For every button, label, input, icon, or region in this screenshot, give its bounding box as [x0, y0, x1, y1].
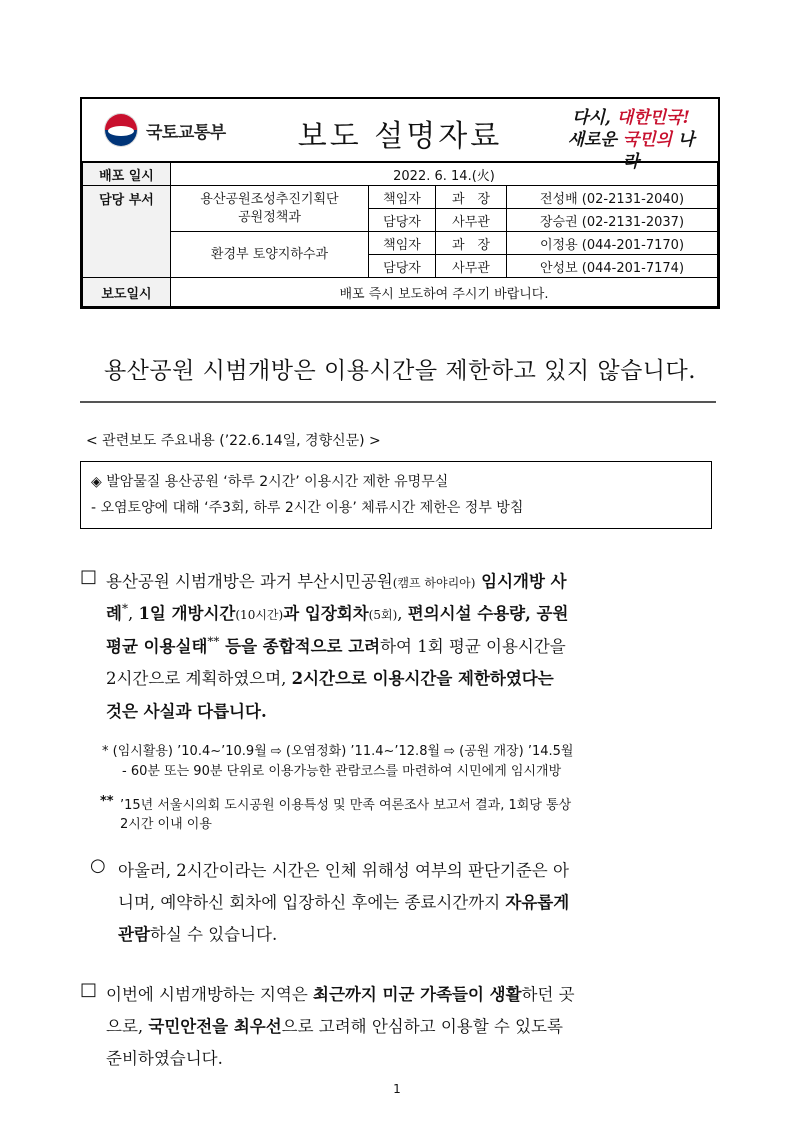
para2-line-1: 아울러, 2시간이라는 시간은 인체 위해성 여부의 판단기준은 아	[118, 861, 569, 880]
dept2-name: 환경부 토양지하수과	[171, 232, 369, 278]
note-2: ’15년 서울시의회 도시공원 이용특성 및 만족 여론조사 보고서 결과, 1회당 통상	[120, 798, 572, 813]
page-number: 1	[393, 1082, 401, 1096]
contact-role: 담당자	[369, 209, 436, 232]
para1-line-1: 용산공원 시범개방은 과거 부산시민공원(캠프 하야리아) 임시개방 사	[106, 572, 567, 591]
document-title: 보도 설명자료	[297, 119, 503, 154]
note-1: * (임시활용) ’10.4~’10.9월 ⇨ (오염정화) ’11.4~’12.8월 ⇨ (공원 개장) ’14.5월	[102, 744, 574, 759]
contact-role: 담당자	[369, 255, 436, 278]
note-1-sub: - 60분 또는 90분 단위로 이용가능한 관람코스를 마련하여 시민에게 임시개방	[122, 764, 562, 779]
related-report-caption: < 관련보도 주요내용 (’22.6.14일, 경향신문) >	[86, 433, 381, 449]
para2-line-2: 니며, 예약하신 회차에 입장하신 후에는 종료시간까지 자유롭게	[118, 893, 570, 912]
contact-name-phone: 장승권 (02-2131-2037)	[507, 209, 718, 232]
para3-line-3: 준비하였습니다.	[106, 1049, 223, 1068]
dist-label: 배포 일시	[83, 163, 171, 186]
dept-label: 담당 부서	[83, 186, 171, 278]
dept1-name: 용산공원조성추진기획단 공원정책과	[171, 186, 369, 232]
para2-line-3: 관람하실 수 있습니다.	[118, 925, 278, 944]
contact-table	[82, 162, 718, 307]
square-bullet-icon: □	[80, 566, 98, 587]
related-report-box	[80, 461, 712, 529]
note-2-mark: **	[100, 794, 114, 809]
circle-bullet-icon: ○	[90, 855, 106, 876]
contact-position: 과 장	[436, 232, 507, 255]
para1-line-5: 것은 사실과 다릅니다.	[106, 702, 267, 721]
note-2-sub: 2시간 이내 이용	[120, 817, 212, 832]
para3-line-1: 이번에 시범개방하는 지역은 최근까지 미군 가족들이 생활하던 곳	[106, 985, 575, 1004]
release-label: 보도일시	[83, 278, 171, 307]
square-bullet-icon: □	[80, 979, 98, 1000]
dist-value: 2022. 6. 14.(火)	[171, 163, 718, 186]
press-header	[80, 97, 720, 309]
box-line-1: ◈ 발암물질 용산공원 ‘하루 2시간’ 이용시간 제한 유명무실	[91, 474, 449, 490]
para1-line-4: 2시간으로 계획하였으며, 2시간으로 이용시간을 제한하였다는	[106, 669, 554, 688]
para1-line-3: 평균 이용실태** 등을 종합적으로 고려하여 1회 평균 이용시간을	[106, 634, 566, 656]
ministry-name: 국토교통부	[146, 122, 226, 143]
release-value: 배포 즉시 보도하여 주시기 바랍니다.	[171, 278, 718, 307]
contact-position: 사무관	[436, 255, 507, 278]
contact-position: 과 장	[436, 186, 507, 209]
contact-name-phone: 안성보 (044-201-7174)	[507, 255, 718, 278]
contact-name-phone: 이정용 (044-201-7170)	[507, 232, 718, 255]
government-slogan: 다시, 대한민국! 새로운 국민의 나라	[567, 108, 695, 172]
header-top	[82, 99, 718, 172]
para1-line-2: 례*, 1일 개방시간(10시간)과 입장회차(5회), 편의시설 수용량, 공원	[106, 601, 569, 623]
box-line-2: - 오염토양에 대해 ‘주3회, 하루 2시간 이용’ 체류시간 제한은 정부 방침	[91, 500, 524, 516]
contact-role: 책임자	[369, 186, 436, 209]
contact-role: 책임자	[369, 232, 436, 255]
contact-name-phone: 전성배 (02-2131-2040)	[507, 186, 718, 209]
divider	[80, 401, 716, 403]
para3-line-2: 으로, 국민안전을 최우선으로 고려해 안심하고 이용할 수 있도록	[106, 1017, 563, 1036]
headline: 용산공원 시범개방은 이용시간을 제한하고 있지 않습니다.	[103, 358, 697, 384]
contact-position: 사무관	[436, 209, 507, 232]
